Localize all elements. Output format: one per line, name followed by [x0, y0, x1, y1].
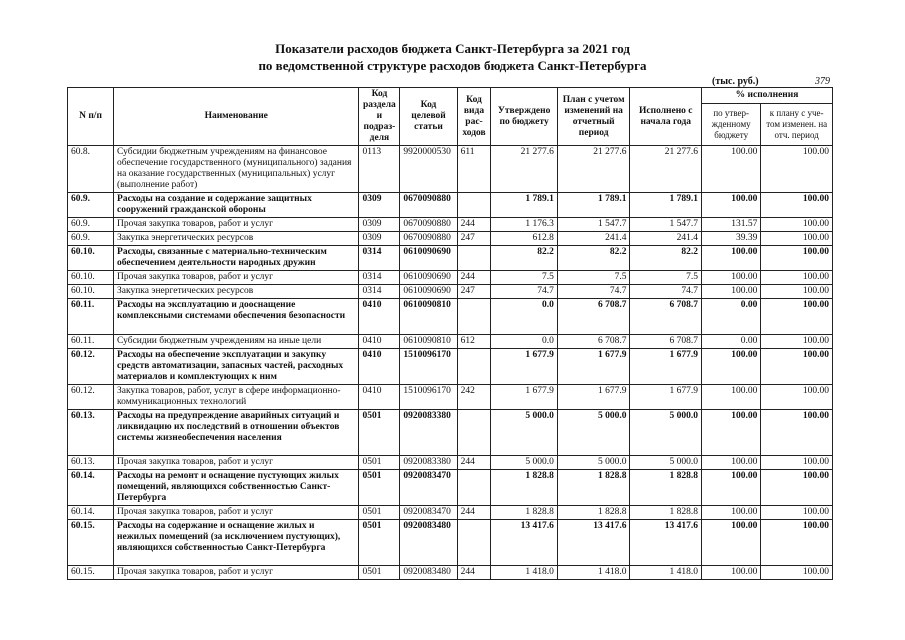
row-section: 0410 [359, 335, 400, 349]
row-pct-plan: 100.00 [761, 385, 833, 410]
row-pct-approved: 100.00 [702, 285, 761, 299]
row-name: Субсидии бюджетным учреждениям на иные цели [114, 335, 359, 349]
row-approved: 1 418.0 [491, 566, 557, 580]
row-approved: 0.0 [491, 335, 557, 349]
row-target: 0920083480 [400, 520, 457, 566]
row-pct-plan: 100.00 [761, 335, 833, 349]
row-approved: 1 828.8 [491, 506, 557, 520]
row-done: 5 000.0 [630, 410, 702, 456]
row-type: 612 [457, 335, 491, 349]
row-section: 0309 [359, 218, 400, 232]
row-section: 0501 [359, 456, 400, 470]
row-type: 244 [457, 566, 491, 580]
row-approved: 0.0 [491, 299, 557, 335]
row-type [457, 246, 491, 271]
row-pct-plan: 100.00 [761, 410, 833, 456]
row-plan: 1 677.9 [557, 349, 630, 385]
row-type [457, 520, 491, 566]
row-pct-approved: 39.39 [702, 232, 761, 246]
row-target: 9920000530 [400, 146, 457, 193]
row-name: Закупка товаров, работ, услуг в сфере информационно-коммуникационных технологий [114, 385, 359, 410]
row-plan: 6 708.7 [557, 299, 630, 335]
row-done: 74.7 [630, 285, 702, 299]
row-pct-approved: 100.00 [702, 193, 761, 218]
row-section: 0314 [359, 285, 400, 299]
row-approved: 82.2 [491, 246, 557, 271]
row-num: 60.13. [68, 456, 114, 470]
row-section: 0501 [359, 506, 400, 520]
row-pct-plan: 100.00 [761, 218, 833, 232]
header-done: Исполнено с начала года [630, 88, 702, 146]
row-done: 1 547.7 [630, 218, 702, 232]
budget-table [67, 87, 833, 580]
header-plan: План с учетом изменений на отчетный период [557, 88, 630, 146]
row-type: 247 [457, 285, 491, 299]
table-row [68, 456, 833, 470]
table-header [68, 88, 833, 146]
row-approved: 612.8 [491, 232, 557, 246]
row-done: 1 677.9 [630, 385, 702, 410]
header-section: Код раздела и подраз-деля [359, 88, 400, 146]
row-plan: 1 418.0 [557, 566, 630, 580]
row-done: 241.4 [630, 232, 702, 246]
row-pct-plan: 100.00 [761, 246, 833, 271]
row-type [457, 299, 491, 335]
row-plan: 1 789.1 [557, 193, 630, 218]
row-done: 82.2 [630, 246, 702, 271]
row-pct-plan: 100.00 [761, 349, 833, 385]
row-target: 0920083380 [400, 410, 457, 456]
row-done: 1 789.1 [630, 193, 702, 218]
row-done: 13 417.6 [630, 520, 702, 566]
row-pct-plan: 100.00 [761, 520, 833, 566]
row-num: 60.12. [68, 385, 114, 410]
row-section: 0309 [359, 193, 400, 218]
row-name: Прочая закупка товаров, работ и услуг [114, 456, 359, 470]
row-num: 60.14. [68, 470, 114, 506]
table-row [68, 218, 833, 232]
row-num: 60.10. [68, 246, 114, 271]
row-approved: 1 789.1 [491, 193, 557, 218]
row-type [457, 193, 491, 218]
row-plan: 82.2 [557, 246, 630, 271]
row-pct-approved: 100.00 [702, 456, 761, 470]
row-pct-approved: 100.00 [702, 470, 761, 506]
row-plan: 1 828.8 [557, 470, 630, 506]
row-pct-approved: 100.00 [702, 271, 761, 285]
row-target: 0610090810 [400, 335, 457, 349]
row-num: 60.12. [68, 349, 114, 385]
row-approved: 1 828.8 [491, 470, 557, 506]
row-type: 244 [457, 456, 491, 470]
table-row [68, 335, 833, 349]
row-pct-approved: 100.00 [702, 385, 761, 410]
header-target: Код целевой статьи [400, 88, 457, 146]
row-type: 242 [457, 385, 491, 410]
row-name: Расходы на ремонт и оснащение пустующих жилых помещений, являющихся собственностью Санкт-Петербурга [114, 470, 359, 506]
row-name: Прочая закупка товаров, работ и услуг [114, 271, 359, 285]
row-pct-plan: 100.00 [761, 193, 833, 218]
row-target: 0920083480 [400, 566, 457, 580]
table-body [68, 146, 833, 580]
table-row [68, 232, 833, 246]
row-section: 0410 [359, 299, 400, 335]
row-pct-plan: 100.00 [761, 285, 833, 299]
row-name: Субсидии бюджетным учреждениям на финансовое обеспечение государственного (муниципального) задания на оказание государственных (муниципальных) услуг (выполнение работ) [114, 146, 359, 193]
header-type: Код вида рас-ходов [457, 88, 491, 146]
row-pct-approved: 100.00 [702, 246, 761, 271]
header-approved: Утверждено по бюджету [491, 88, 557, 146]
row-section: 0501 [359, 520, 400, 566]
row-plan: 241.4 [557, 232, 630, 246]
header-num: N п/п [68, 88, 114, 146]
table-row [68, 193, 833, 218]
row-pct-plan: 100.00 [761, 456, 833, 470]
row-target: 0670090880 [400, 193, 457, 218]
row-pct-plan: 100.00 [761, 566, 833, 580]
row-pct-plan: 100.00 [761, 506, 833, 520]
table-row [68, 271, 833, 285]
header-pct: % исполнения [702, 88, 833, 104]
row-done: 21 277.6 [630, 146, 702, 193]
row-target: 1510096170 [400, 349, 457, 385]
row-plan: 5 000.0 [557, 410, 630, 456]
row-target: 0610090810 [400, 299, 457, 335]
row-name: Прочая закупка товаров, работ и услуг [114, 566, 359, 580]
row-section: 0314 [359, 271, 400, 285]
row-name: Расходы на обеспечение эксплуатации и закупку средств автоматизации, запасных частей, расходных материалов и комплектующих к ним [114, 349, 359, 385]
row-approved: 1 176.3 [491, 218, 557, 232]
row-target: 1510096170 [400, 385, 457, 410]
row-plan: 5 000.0 [557, 456, 630, 470]
row-num: 60.15. [68, 566, 114, 580]
row-name: Прочая закупка товаров, работ и услуг [114, 506, 359, 520]
row-name: Расходы на предупреждение аварийных ситуаций и ликвидацию их последствий в отношении объектов системы жизнеобеспечения населения [114, 410, 359, 456]
row-pct-plan: 100.00 [761, 232, 833, 246]
row-section: 0410 [359, 349, 400, 385]
row-approved: 74.7 [491, 285, 557, 299]
table-row [68, 385, 833, 410]
row-pct-plan: 100.00 [761, 299, 833, 335]
row-plan: 1 677.9 [557, 385, 630, 410]
row-num: 60.11. [68, 299, 114, 335]
row-pct-approved: 100.00 [702, 410, 761, 456]
row-approved: 7.5 [491, 271, 557, 285]
row-name: Прочая закупка товаров, работ и услуг [114, 218, 359, 232]
table-row [68, 299, 833, 335]
row-target: 0670090880 [400, 232, 457, 246]
row-pct-approved: 100.00 [702, 506, 761, 520]
row-done: 6 708.7 [630, 335, 702, 349]
table-row [68, 285, 833, 299]
row-plan: 74.7 [557, 285, 630, 299]
header-pct-approved: по утвер-жденному бюджету [702, 104, 761, 146]
header-pct-plan: к плану с уче-том изменен. на отч. период [761, 104, 833, 146]
row-target: 0920083470 [400, 506, 457, 520]
row-approved: 5 000.0 [491, 456, 557, 470]
table-row [68, 470, 833, 506]
row-type [457, 470, 491, 506]
row-done: 1 677.9 [630, 349, 702, 385]
row-name: Расходы, связанные с материально-техническим обеспечением деятельности народных дружин [114, 246, 359, 271]
row-name: Расходы на создание и содержание защитных сооружений гражданской обороны [114, 193, 359, 218]
row-num: 60.10. [68, 271, 114, 285]
row-num: 60.10. [68, 285, 114, 299]
row-section: 0501 [359, 410, 400, 456]
row-plan: 6 708.7 [557, 335, 630, 349]
row-type: 244 [457, 506, 491, 520]
row-num: 60.14. [68, 506, 114, 520]
row-done: 1 828.8 [630, 470, 702, 506]
row-num: 60.8. [68, 146, 114, 193]
row-section: 0113 [359, 146, 400, 193]
row-pct-approved: 0.00 [702, 299, 761, 335]
row-done: 7.5 [630, 271, 702, 285]
row-plan: 21 277.6 [557, 146, 630, 193]
row-type: 244 [457, 271, 491, 285]
row-num: 60.11. [68, 335, 114, 349]
row-num: 60.9. [68, 218, 114, 232]
title-line-2: по ведомственной структуре расходов бюджета Санкт-Петербурга [258, 58, 647, 73]
row-pct-plan: 100.00 [761, 271, 833, 285]
table-row [68, 146, 833, 193]
row-approved: 21 277.6 [491, 146, 557, 193]
title-line-1: Показатели расходов бюджета Санкт-Петербурга за 2021 год [275, 41, 630, 56]
row-num: 60.9. [68, 232, 114, 246]
units-label: (тыс. руб.) [712, 76, 759, 87]
row-pct-plan: 100.00 [761, 146, 833, 193]
row-target: 0920083470 [400, 470, 457, 506]
table-row [68, 566, 833, 580]
row-pct-approved: 100.00 [702, 520, 761, 566]
row-num: 60.15. [68, 520, 114, 566]
row-approved: 1 677.9 [491, 349, 557, 385]
table-row [68, 246, 833, 271]
row-section: 0410 [359, 385, 400, 410]
row-plan: 1 828.8 [557, 506, 630, 520]
row-type: 247 [457, 232, 491, 246]
row-target: 0920083380 [400, 456, 457, 470]
row-target: 0610090690 [400, 246, 457, 271]
row-name: Закупка энергетических ресурсов [114, 285, 359, 299]
row-pct-approved: 100.00 [702, 349, 761, 385]
row-name: Расходы на содержание и оснащение жилых и нежилых помещений (за исключением пустующих), являющихся собственностью Санкт-Петербурга [114, 520, 359, 566]
document-title [0, 40, 905, 74]
row-num: 60.13. [68, 410, 114, 456]
row-target: 0610090690 [400, 285, 457, 299]
header-name: Наименование [114, 88, 359, 146]
row-type [457, 349, 491, 385]
row-pct-approved: 131.57 [702, 218, 761, 232]
table-row [68, 349, 833, 385]
row-type: 244 [457, 218, 491, 232]
row-pct-approved: 100.00 [702, 566, 761, 580]
row-done: 1 418.0 [630, 566, 702, 580]
row-type [457, 410, 491, 456]
row-done: 5 000.0 [630, 456, 702, 470]
row-num: 60.9. [68, 193, 114, 218]
table-row [68, 506, 833, 520]
row-approved: 5 000.0 [491, 410, 557, 456]
table-row [68, 410, 833, 456]
row-section: 0501 [359, 566, 400, 580]
row-approved: 13 417.6 [491, 520, 557, 566]
row-plan: 7.5 [557, 271, 630, 285]
page-number: 379 [815, 76, 830, 87]
row-target: 0610090690 [400, 271, 457, 285]
row-pct-plan: 100.00 [761, 470, 833, 506]
row-pct-approved: 100.00 [702, 146, 761, 193]
row-approved: 1 677.9 [491, 385, 557, 410]
row-pct-approved: 0.00 [702, 335, 761, 349]
row-name: Расходы на эксплуатацию и дооснащение комплексными системами обеспечения безопасности [114, 299, 359, 335]
table-row [68, 520, 833, 566]
row-name: Закупка энергетических ресурсов [114, 232, 359, 246]
row-target: 0670090880 [400, 218, 457, 232]
row-plan: 13 417.6 [557, 520, 630, 566]
row-plan: 1 547.7 [557, 218, 630, 232]
row-done: 1 828.8 [630, 506, 702, 520]
row-section: 0314 [359, 246, 400, 271]
row-section: 0501 [359, 470, 400, 506]
row-done: 6 708.7 [630, 299, 702, 335]
row-section: 0309 [359, 232, 400, 246]
row-type: 611 [457, 146, 491, 193]
